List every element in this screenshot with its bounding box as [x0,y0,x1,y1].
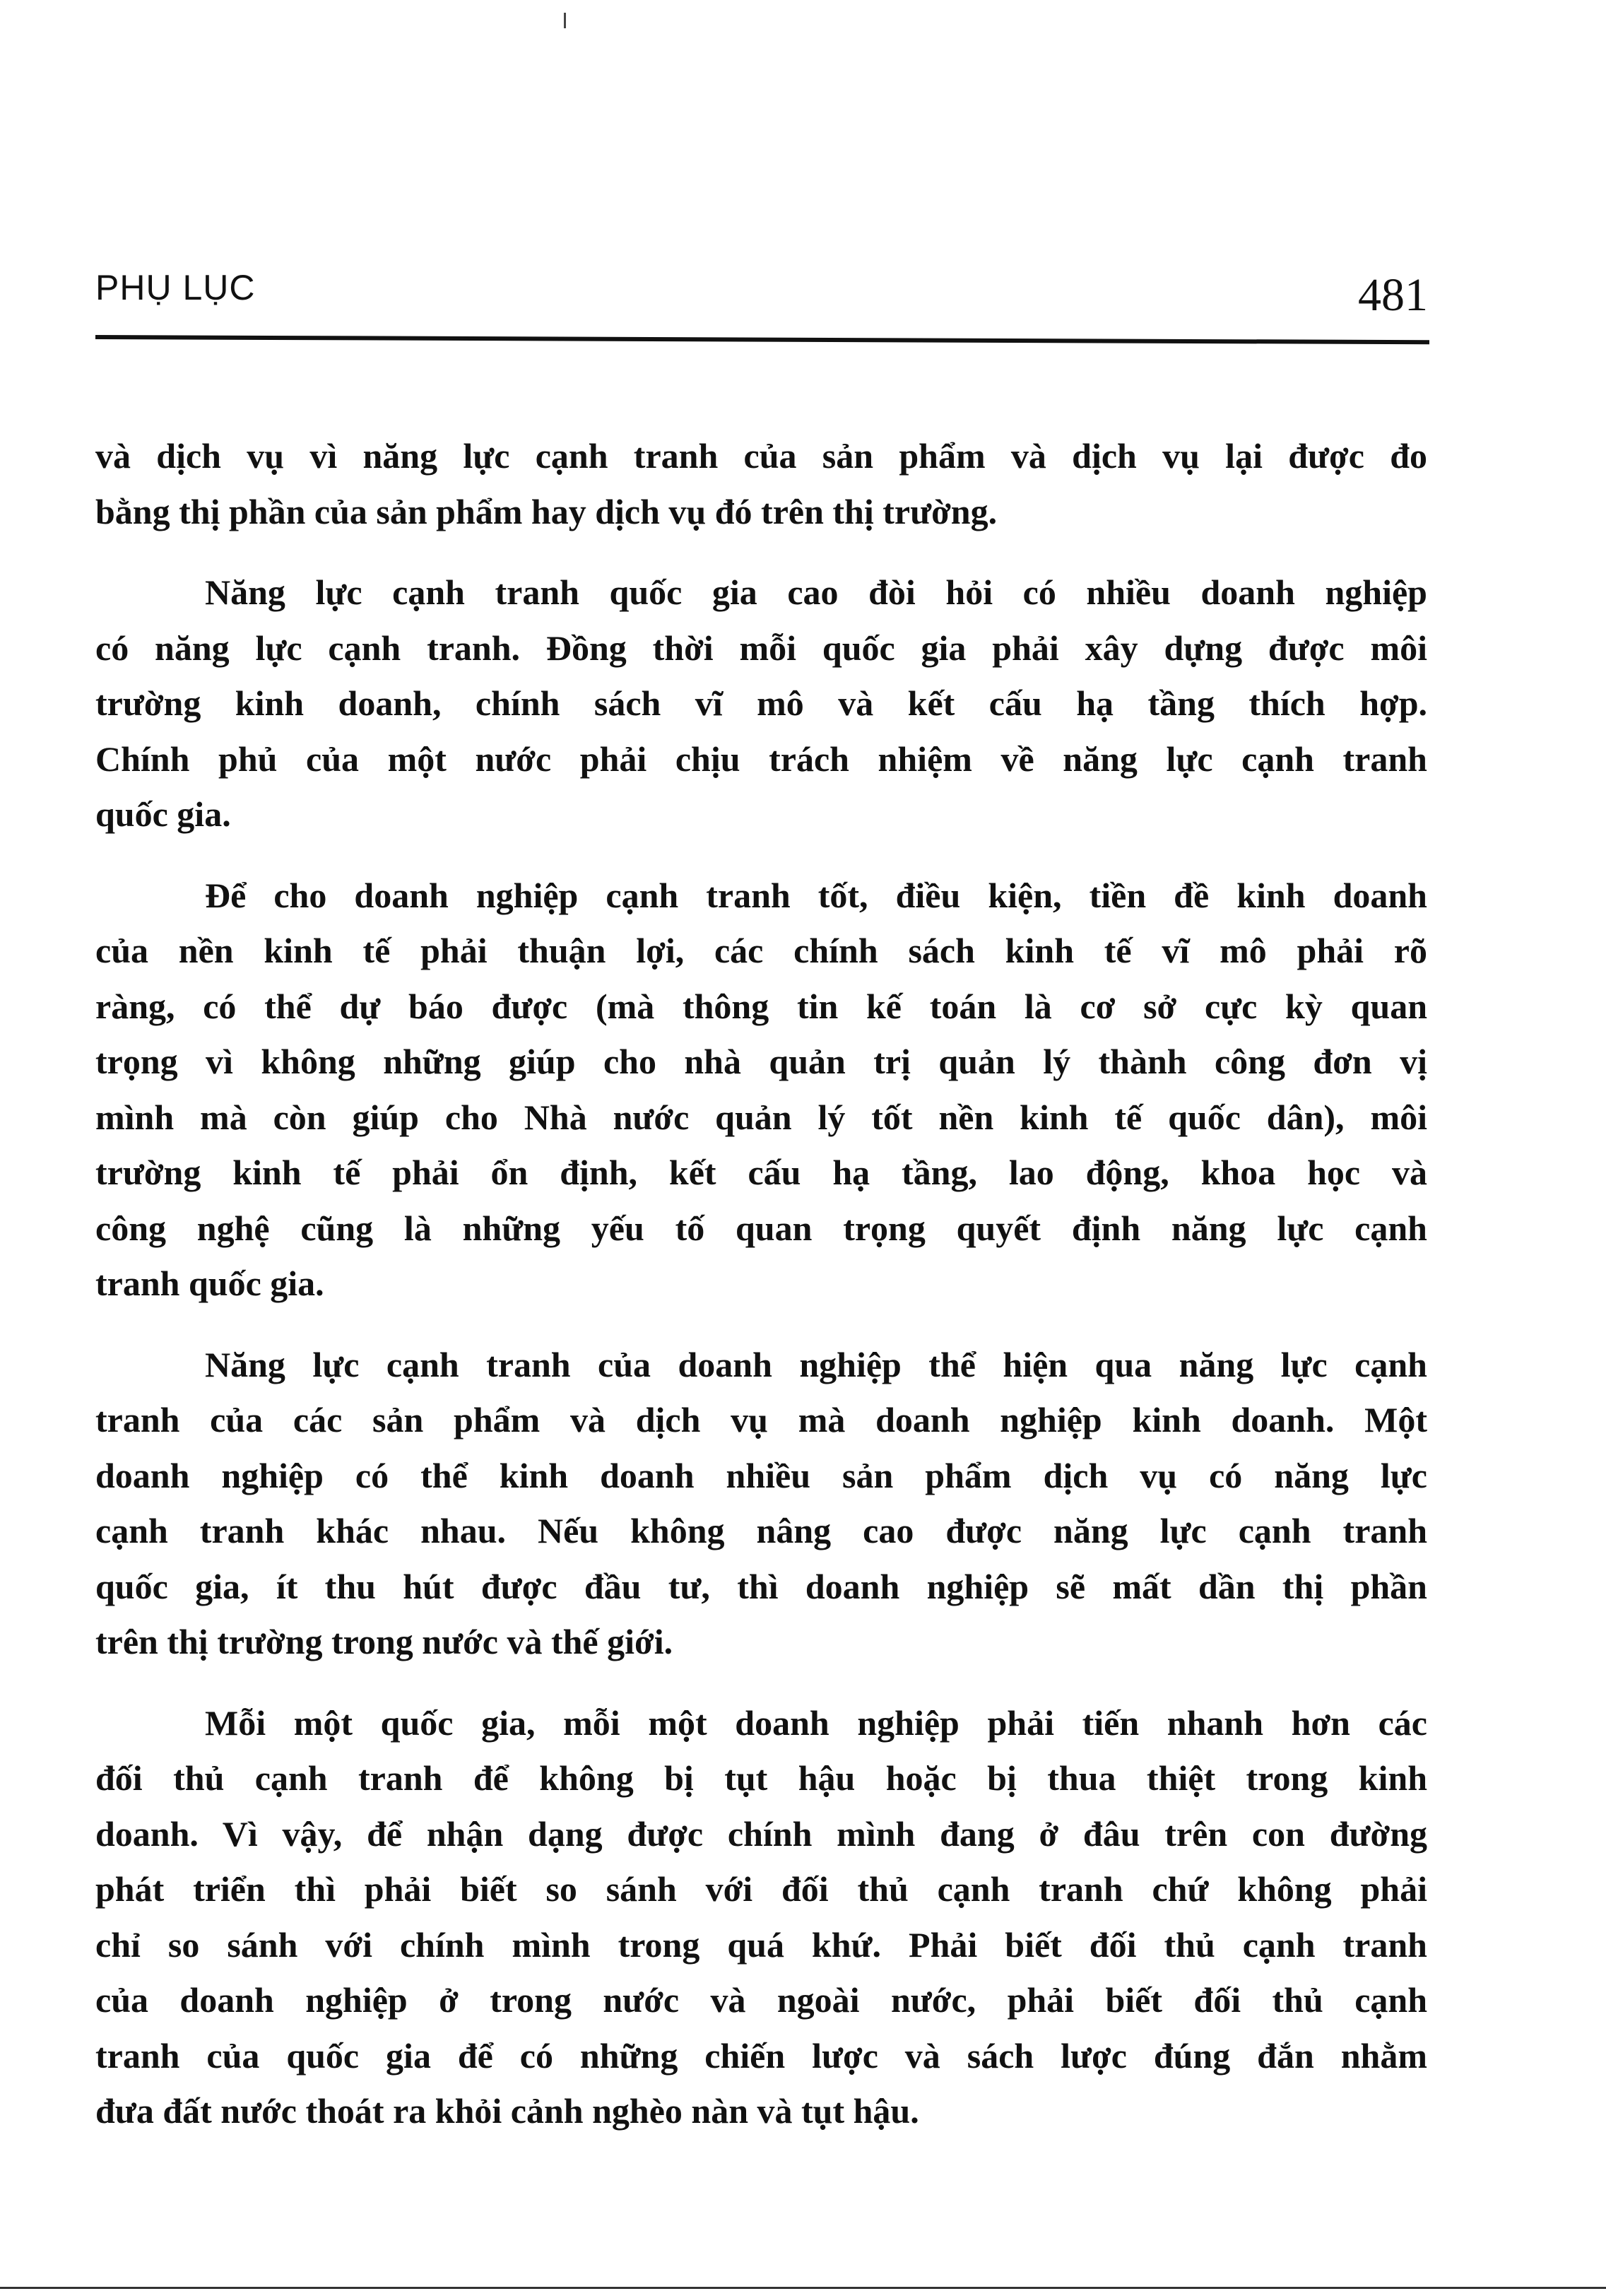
text-line: đưa đất nước thoát ra khỏi cảnh nghèo nàn và tụt hậu. [95,2091,919,2131]
header-rule [95,335,1429,344]
text-line: công nghệ cũng là những yếu tố quan trọng quyết định năng lực cạnh [95,1208,1427,1248]
paragraph [95,1695,1427,2139]
text-line: và dịch vụ vì năng lực cạnh tranh của sản phẩm và dịch vụ lại được đo [95,436,1427,476]
scan-mark [564,13,566,28]
text-line: Để cho doanh nghiệp cạnh tranh tốt, điều kiện, tiền đề kinh doanh [205,875,1427,915]
text-line: quốc gia. [95,794,231,834]
text-line: trường kinh doanh, chính sách vĩ mô và kết cấu hạ tầng thích hợp. [95,683,1427,723]
text-line: Năng lực cạnh tranh của doanh nghiệp thể hiện qua năng lực cạnh [205,1344,1427,1384]
text-line: bằng thị phần của sản phẩm hay dịch vụ đó trên thị trường. [95,491,998,531]
scan-bottom-edge [0,2287,1606,2289]
paragraph [95,565,1427,842]
text-line: có năng lực cạnh tranh. Đồng thời mỗi quốc gia phải xây dựng được môi [95,628,1427,668]
text-line: đối thủ cạnh tranh để không bị tụt hậu hoặc bị thua thiệt trong kinh [95,1758,1427,1798]
page-body [95,428,1427,2165]
paragraph [95,868,1427,1312]
text-line: tranh quốc gia. [95,1264,324,1303]
page-number: 481 [1358,269,1428,321]
text-line: quốc gia, ít thu hút được đầu tư, thì doanh nghiệp sẽ mất dần thị phần [95,1566,1427,1606]
text-line: tranh của quốc gia để có những chiến lược và sách lược đúng đắn nhằm [95,2035,1427,2076]
text-line: cạnh tranh khác nhau. Nếu không nâng cao được năng lực cạnh tranh [95,1511,1427,1550]
text-line: Mỗi một quốc gia, mỗi một doanh nghiệp phải tiến nhanh hơn các [205,1702,1427,1743]
paragraph [95,1337,1427,1670]
text-line: của doanh nghiệp ở trong nước và ngoài nước, phải biết đối thủ cạnh [95,1980,1427,2020]
text-line: trên thị trường trong nước và thế giới. [95,1622,673,1661]
text-line: của nền kinh tế phải thuận lợi, các chính sách kinh tế vĩ mô phải rõ [95,931,1427,970]
text-line: Chính phủ của một nước phải chịu trách nhiệm về năng lực cạnh tranh [95,738,1427,779]
text-line: Năng lực cạnh tranh quốc gia cao đòi hỏi có nhiều doanh nghiệp [205,572,1427,612]
text-line: doanh nghiệp có thể kinh doanh nhiều sản phẩm dịch vụ có năng lực [95,1455,1427,1495]
text-line: phát triển thì phải biết so sánh với đối thủ cạnh tranh chứ không phải [95,1869,1427,1909]
running-header: PHỤ LỤC [95,268,256,307]
text-line: chỉ so sánh với chính mình trong quá khứ. Phải biết đối thủ cạnh tranh [95,1924,1427,1965]
text-line: trường kinh tế phải ổn định, kết cấu hạ tầng, lao động, khoa học và [95,1153,1427,1192]
text-line: mình mà còn giúp cho Nhà nước quản lý tốt nền kinh tế quốc dân), môi [95,1097,1427,1137]
text-line: trọng vì không những giúp cho nhà quản trị quản lý thành công đơn vị [95,1042,1427,1081]
paragraph [95,428,1427,539]
text-line: tranh của các sản phẩm và dịch vụ mà doanh nghiệp kinh doanh. Một [95,1400,1427,1440]
text-line: ràng, có thể dự báo được (mà thông tin kế toán là cơ sở cực kỳ quan [95,986,1427,1026]
text-line: doanh. Vì vậy, để nhận dạng được chính mình đang ở đâu trên con đường [95,1813,1427,1854]
